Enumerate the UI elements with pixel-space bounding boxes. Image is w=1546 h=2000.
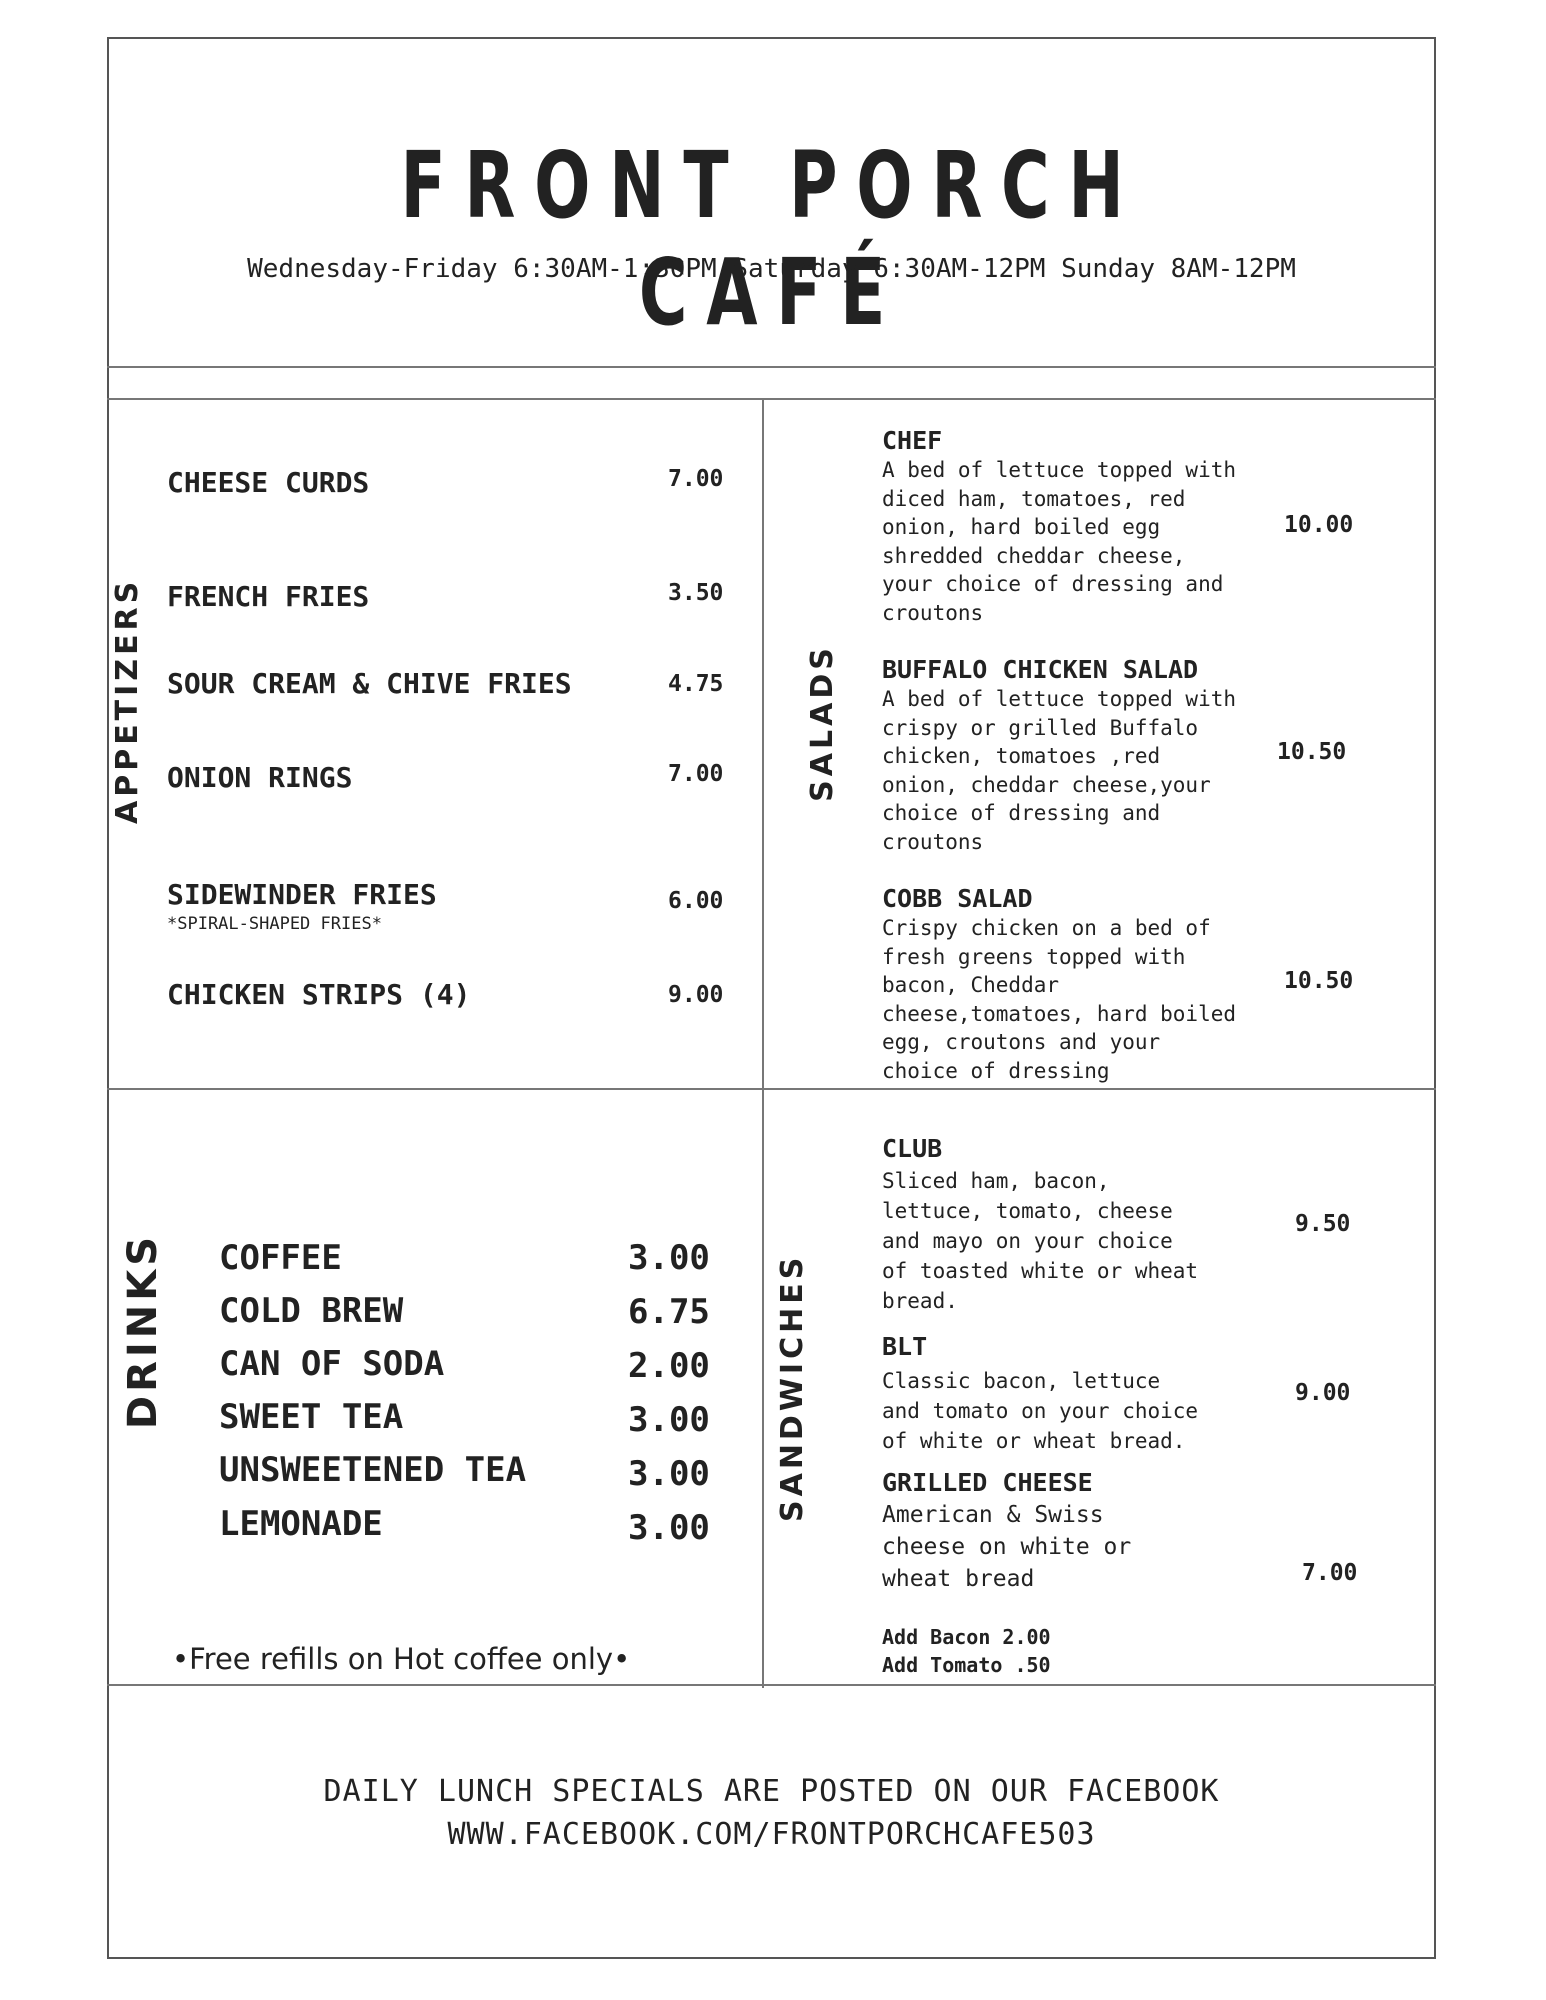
addon-bacon: Add Bacon 2.00 (882, 1625, 1051, 1649)
appetizer-price: 6.00 (668, 888, 724, 914)
sandwich-name: GRILLED CHEESE (882, 1468, 1093, 1497)
salad-price: 10.50 (1277, 739, 1347, 765)
drink-price: 3.00 (628, 1508, 710, 1548)
sandwich-name: CLUB (882, 1134, 943, 1163)
appetizer-name: ONION RINGS (167, 761, 353, 794)
sandwich-description: Sliced ham, bacon, lettuce, tomato, cheese and mayo on your choice of toasted white or wheat bread. (882, 1169, 1199, 1313)
drink-price: 3.00 (628, 1400, 710, 1440)
sandwiches-heading: SANDWICHES (775, 1253, 810, 1522)
sandwich-description: American & Swiss cheese on white or wheat bread (882, 1502, 1132, 1592)
footer-divider (107, 1684, 1436, 1686)
drink-name: SWEET TEA (219, 1397, 404, 1437)
salad-name: COBB SALAD (882, 884, 1033, 913)
salad-name: CHEF (882, 426, 943, 455)
drink-name: COLD BREW (219, 1291, 404, 1331)
appetizer-price: 7.00 (668, 466, 724, 492)
appetizer-price: 7.00 (668, 761, 724, 787)
appetizer-name: CHEESE CURDS (167, 466, 370, 499)
appetizer-price: 3.50 (668, 580, 724, 606)
salad-price: 10.00 (1284, 512, 1354, 538)
cafe-title: FRONT PORCH CAFÉ (400, 132, 1143, 346)
header-divider-bottom (107, 398, 1436, 400)
addon-tomato: Add Tomato .50 (882, 1653, 1051, 1677)
column-divider (762, 398, 764, 1688)
sandwich-price: 9.00 (1295, 1380, 1351, 1406)
drinks-heading: DRINKS (120, 1232, 166, 1430)
appetizer-name: FRENCH FRIES (167, 580, 370, 613)
section-divider-middle (107, 1088, 1436, 1090)
salads-heading: SALADS (805, 644, 840, 802)
appetizer-note: *SPIRAL-SHAPED FRIES* (167, 914, 382, 934)
drink-name: COFFEE (219, 1238, 342, 1278)
drink-name: UNSWEETENED TEA (219, 1450, 527, 1490)
footer-facebook-url: WWW.FACEBOOK.COM/FRONTPORCHCAFE503 (447, 1817, 1096, 1852)
drink-price: 6.75 (628, 1292, 710, 1332)
salad-price: 10.50 (1284, 968, 1354, 994)
sandwich-price: 9.50 (1295, 1211, 1351, 1237)
sandwich-name: BLT (882, 1332, 928, 1361)
drink-price: 3.00 (628, 1238, 710, 1278)
appetizer-name: CHICKEN STRIPS (4) (167, 978, 471, 1011)
opening-hours: Wednesday-Friday 6:30AM-1:30PM Saturday 6:30AM-12PM Sunday 8AM-12PM (247, 254, 1296, 284)
salad-description: A bed of lettuce topped with crispy or grilled Buffalo chicken, tomatoes ,red onion, cheddar cheese,your choice of dressing and croutons (882, 687, 1237, 854)
appetizers-heading: APPETIZERS (110, 577, 145, 824)
appetizer-price: 4.75 (668, 671, 724, 697)
refill-note: •Free refills on Hot coffee only• (172, 1642, 631, 1676)
appetizer-price: 9.00 (668, 982, 724, 1008)
drink-name: CAN OF SODA (219, 1344, 445, 1384)
sandwich-price: 7.00 (1302, 1560, 1358, 1586)
drink-price: 2.00 (628, 1346, 710, 1386)
drink-price: 3.00 (628, 1454, 710, 1494)
footer-specials-note: DAILY LUNCH SPECIALS ARE POSTED ON OUR FACEBOOK (323, 1774, 1220, 1809)
appetizer-name: SOUR CREAM & CHIVE FRIES (167, 667, 572, 700)
drink-name: LEMONADE (219, 1504, 383, 1544)
appetizer-name: SIDEWINDER FRIES (167, 878, 437, 911)
salad-name: BUFFALO CHICKEN SALAD (882, 655, 1199, 684)
salad-description: Crispy chicken on a bed of fresh greens topped with bacon, Cheddar cheese,tomatoes, hard boiled egg, croutons and your choice of dressing (882, 916, 1237, 1083)
salad-description: A bed of lettuce topped with diced ham, tomatoes, red onion, hard boiled egg shredded cheddar cheese, your choice of dressing and croutons (882, 458, 1237, 625)
sandwich-description: Classic bacon, lettuce and tomato on your choice of white or wheat bread. (882, 1369, 1199, 1453)
header-divider-top (107, 366, 1436, 368)
